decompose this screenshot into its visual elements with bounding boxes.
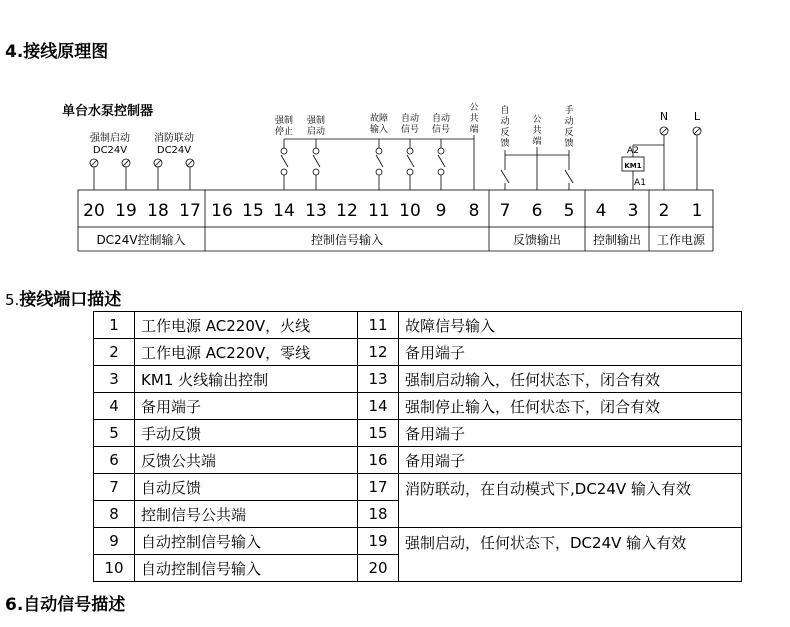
- label-auto-signal-a-2: 信号: [400, 125, 420, 135]
- port-description: 故障信号输入: [399, 312, 742, 339]
- terminal-number: 7: [499, 201, 511, 221]
- terminal-number: 5: [563, 201, 575, 221]
- port-number: 9: [94, 528, 135, 555]
- terminal-number: 8: [468, 201, 480, 221]
- table-row: [94, 528, 742, 555]
- port-description: 备用端子: [399, 447, 742, 474]
- port-number: 13: [358, 366, 399, 393]
- label-dc24v-b: DC24V: [156, 145, 192, 156]
- port-description: 自动控制信号输入: [135, 528, 358, 555]
- table-row: [94, 474, 742, 501]
- terminal-number: 1: [691, 201, 703, 221]
- label-force-stop-2: 停止: [274, 127, 294, 137]
- terminal-number: 20: [83, 201, 105, 221]
- label-common-b-2: 共: [532, 126, 542, 136]
- terminal-number: 19: [115, 201, 137, 221]
- port-description: 控制信号公共端: [135, 501, 358, 528]
- port-number: 20: [358, 555, 399, 582]
- terminal-numbers: [83, 201, 702, 221]
- port-number: 18: [358, 501, 399, 528]
- table-row: [94, 447, 742, 474]
- port-description: 强制启动，任何状态下，DC24V 输入有效: [399, 528, 742, 582]
- terminal-number: 18: [147, 201, 169, 221]
- port-number: 10: [94, 555, 135, 582]
- label-auto-fb-4: 馈: [500, 139, 510, 149]
- label-fire-link: 消防联动: [154, 133, 194, 144]
- port-number: 19: [358, 528, 399, 555]
- label-fault-input-2: 输入: [369, 125, 389, 135]
- label-l: L: [693, 110, 701, 123]
- port-number: 15: [358, 420, 399, 447]
- port-description: 强制停止输入，任何状态下，闭合有效: [399, 393, 742, 420]
- port-description: 反馈公共端: [135, 447, 358, 474]
- wiring-diagram: [0, 95, 720, 260]
- label-common-b-1: 公: [532, 115, 542, 125]
- port-number: 1: [94, 312, 135, 339]
- group-label-dc24v: DC24V控制输入: [96, 233, 186, 247]
- label-auto-signal-b-1: 自动: [431, 114, 451, 124]
- terminal-number: 15: [242, 201, 264, 221]
- label-force-stop-1: 强制: [274, 116, 294, 126]
- port-description: 手动反馈: [135, 420, 358, 447]
- terminal-number: 11: [368, 201, 390, 221]
- port-number: 16: [358, 447, 399, 474]
- group-label-feedback: 反馈输出: [512, 233, 562, 247]
- terminal-number: 16: [211, 201, 233, 221]
- terminal-number: 13: [305, 201, 327, 221]
- port-description: 工作电源 AC220V，零线: [135, 339, 358, 366]
- port-number: 8: [94, 501, 135, 528]
- label-n: N: [659, 110, 669, 123]
- port-description: KM1 火线输出控制: [135, 366, 358, 393]
- group-label-power: 工作电源: [656, 233, 706, 247]
- terminal-number: 6: [531, 201, 543, 221]
- label-common-b-3: 端: [532, 137, 542, 147]
- label-auto-fb-3: 反: [500, 128, 510, 138]
- group-label-control-signal: 控制信号输入: [310, 233, 384, 247]
- label-force-start-1: 强制: [306, 116, 326, 126]
- label-manual-fb-3: 反: [564, 128, 574, 138]
- table-row: [94, 312, 742, 339]
- port-number: 7: [94, 474, 135, 501]
- port-number: 12: [358, 339, 399, 366]
- table-row: [94, 420, 742, 447]
- section-heading-ports-text: 接线端口描述: [19, 290, 122, 310]
- port-description: 备用端子: [399, 339, 742, 366]
- port-number: 2: [94, 339, 135, 366]
- section-heading-ports-num: 5.: [5, 291, 20, 309]
- terminal-number: 9: [435, 201, 447, 221]
- label-manual-fb-2: 动: [564, 117, 574, 127]
- section-heading-auto: 6.自动信号描述: [5, 595, 126, 615]
- port-number: 6: [94, 447, 135, 474]
- port-description: 工作电源 AC220V，火线: [135, 312, 358, 339]
- ports-table: [93, 311, 742, 582]
- label-manual-fb-4: 馈: [564, 139, 574, 149]
- label-dc24v-a: DC24V: [92, 145, 128, 156]
- port-number: 5: [94, 420, 135, 447]
- label-auto-fb-2: 动: [500, 117, 510, 127]
- label-force-start-dc: 强制启动: [90, 133, 130, 144]
- label-km1: KM1: [624, 162, 642, 170]
- port-description: 自动控制信号输入: [135, 555, 358, 582]
- port-number: 14: [358, 393, 399, 420]
- port-description: 备用端子: [135, 393, 358, 420]
- label-a2: A2: [627, 146, 639, 156]
- section-heading-wiring: 4.接线原理图: [5, 42, 109, 62]
- label-a1: A1: [634, 178, 646, 188]
- label-auto-fb-1: 自: [500, 106, 510, 116]
- label-fault-input-1: 故障: [369, 114, 389, 124]
- terminal-number: 17: [179, 201, 201, 221]
- port-description: 自动反馈: [135, 474, 358, 501]
- terminal-number: 12: [336, 201, 358, 221]
- diagram-title: 单台水泵控制器: [62, 104, 154, 119]
- label-common-2: 共: [469, 114, 479, 124]
- label-auto-signal-b-2: 信号: [431, 125, 451, 135]
- label-auto-signal-a-1: 自动: [400, 114, 420, 124]
- table-row: [94, 393, 742, 420]
- terminal-number: 14: [273, 201, 295, 221]
- label-common-3: 端: [469, 125, 479, 135]
- port-number: 4: [94, 393, 135, 420]
- group-label-control-output: 控制输出: [592, 233, 642, 247]
- port-number: 11: [358, 312, 399, 339]
- terminal-number: 10: [399, 201, 421, 221]
- port-description: 强制启动输入，任何状态下，闭合有效: [399, 366, 742, 393]
- label-force-start-2: 启动: [306, 127, 326, 137]
- port-description: 备用端子: [399, 420, 742, 447]
- terminal-number: 2: [658, 201, 670, 221]
- section-heading-ports: [5, 285, 121, 310]
- terminal-number: 4: [595, 201, 607, 221]
- label-common-1: 公: [469, 103, 479, 113]
- label-manual-fb-1: 手: [564, 106, 574, 116]
- table-row: [94, 339, 742, 366]
- port-description: 消防联动，在自动模式下,DC24V 输入有效: [399, 474, 742, 528]
- terminal-number: 3: [627, 201, 639, 221]
- table-row: [94, 366, 742, 393]
- port-number: 3: [94, 366, 135, 393]
- port-number: 17: [358, 474, 399, 501]
